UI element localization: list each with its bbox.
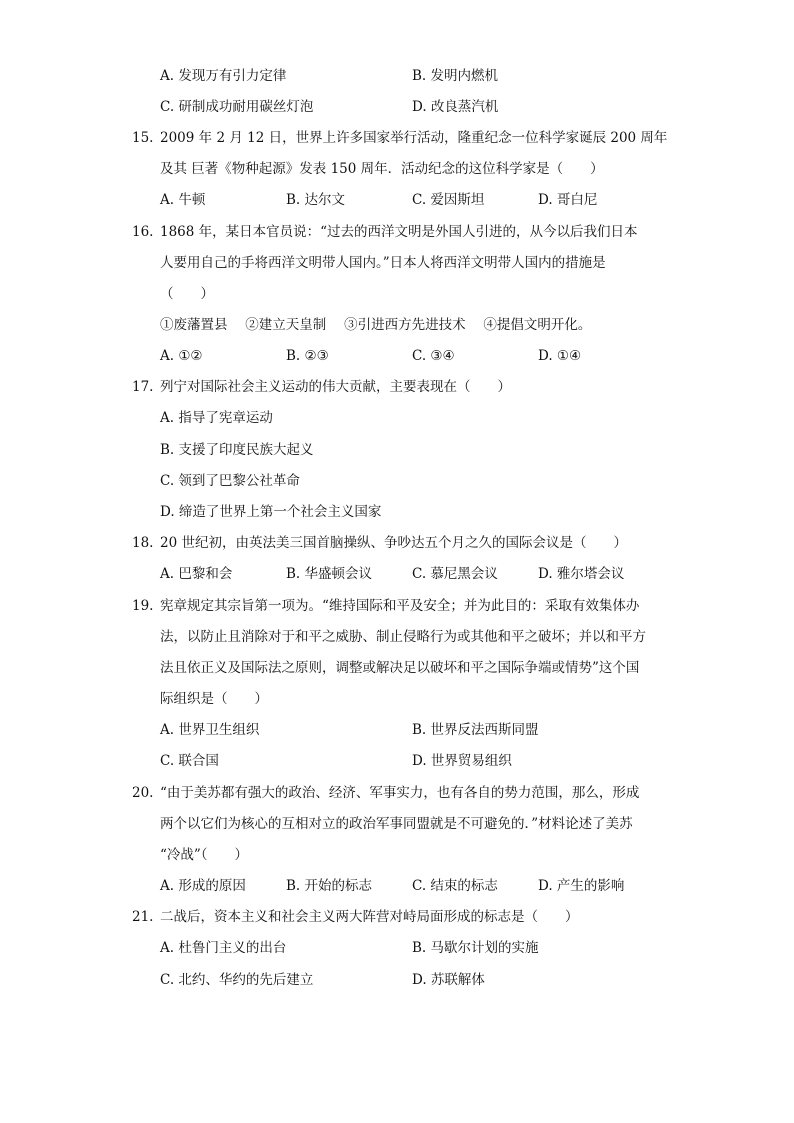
question-text-line: 列宁对国际社会主义运动的伟大贡献，主要表现在（ ） — [160, 379, 511, 395]
option-c: C. ③④ — [412, 348, 455, 364]
option-d: D. 缔造了世界上第一个社会主义国家 — [160, 504, 382, 520]
question-text-line: 二战后，资本主义和社会主义两大阵营对峙局面形成的标志是（ ） — [160, 909, 579, 925]
question-text-line: “冷战”（ ） — [160, 847, 249, 863]
option-c: C. 领到了巴黎公社革命 — [160, 473, 300, 489]
question-text-line: 2009 年 2 月 12 日，世界上许多国家举行活动，隆重纪念一位科学家诞辰 200 周年 — [160, 130, 668, 146]
question-text-line: 两个以它们为核心的互相对立的政治军事同盟就是不可避免的．”材料论述了美苏 — [160, 816, 633, 832]
question-number: 18. — [132, 535, 154, 551]
question-number: 19. — [132, 598, 154, 614]
option-d: D. 世界贸易组织 — [412, 753, 512, 769]
question-text-line: 际组织是（ ） — [160, 691, 268, 707]
option-d: D. 雅尔塔会议 — [538, 566, 625, 582]
option-b: B. 达尔文 — [286, 192, 346, 208]
option-a: A. 发现万有引力定律 — [160, 68, 287, 84]
question-text-line: “由于美苏都有强大的政治、经济、军事实力，也有各自的势力范围，那么，形成 — [160, 785, 640, 801]
question-number: 17. — [132, 379, 154, 395]
option-a: A. 杜鲁门主义的出台 — [160, 940, 287, 956]
question-number: 15. — [132, 130, 154, 146]
option-c: C. 慕尼黑会议 — [412, 566, 498, 582]
option-c: C. 结束的标志 — [412, 878, 498, 894]
option-b: B. 华盛顿会议 — [286, 566, 373, 582]
option-c: C. 爱因斯坦 — [412, 192, 485, 208]
option-c: C. 北约、华约的先后建立 — [160, 972, 314, 988]
option-b: B. 支援了印度民族大起义 — [160, 442, 314, 458]
option-b: B. 开始的标志 — [286, 878, 373, 894]
option-b: B. 世界反法西斯同盟 — [412, 722, 539, 738]
option-b: B. 马歇尔计划的实施 — [412, 940, 539, 956]
option-a: A. 牛顿 — [160, 192, 206, 208]
option-a: A. 世界卫生组织 — [160, 722, 260, 738]
question-text-line: 及其 巨著《物种起源》发表 150 周年．活动纪念的这位科学家是（ ） — [160, 161, 604, 177]
question-items: ①废藩置县 ②建立天皇制 ③引进西方先进技术 ④提倡文明开化。 — [160, 317, 592, 333]
option-d: D. 苏联解体 — [412, 972, 485, 988]
option-d: D. 哥白尼 — [538, 192, 598, 208]
option-a: A. 巴黎和会 — [160, 566, 233, 582]
question-text-line: 20 世纪初，由英法美三国首脑操纵、争吵达五个月之久的国际会议是（ ） — [160, 535, 627, 551]
question-text-line: 法，以防止且消除对于和平之威胁、制止侵略行为或其他和平之破坏；并以和平方 — [160, 629, 646, 645]
option-c: C. 联合国 — [160, 753, 219, 769]
question-number: 16. — [132, 224, 154, 240]
question-text-line: 宪章规定其宗旨第一项为。“维持国际和平及安全；并为此目的：采取有效集体办 — [160, 598, 640, 614]
question-number: 20. — [132, 785, 154, 801]
option-d: D. 产生的影响 — [538, 878, 625, 894]
option-c: C. 研制成功耐用碳丝灯泡 — [160, 99, 314, 115]
question-text-line: 法且依正义及国际法之原则，调整或解决足以破坏和平之国际争端或情势”这个国 — [160, 660, 640, 676]
option-b: B. 发明内燃机 — [412, 68, 499, 84]
question-text-line: 人要用自己的手将西洋文明带人国内。”日本人将西洋文明带人国内的措施是 — [160, 255, 606, 271]
option-d: D. 改良蒸汽机 — [412, 99, 499, 115]
option-a: A. 指导了宪章运动 — [160, 410, 273, 426]
question-number: 21. — [132, 909, 154, 925]
option-d: D. ①④ — [538, 348, 582, 364]
option-a: A. 形成的原因 — [160, 878, 246, 894]
option-a: A. ①② — [160, 348, 203, 364]
option-b: B. ②③ — [286, 348, 329, 364]
question-text-line: （ ） — [160, 286, 214, 302]
question-text-line: 1868 年，某日本官员说：“过去的西洋文明是外国人引进的，从今以后我们日本 — [160, 224, 638, 240]
